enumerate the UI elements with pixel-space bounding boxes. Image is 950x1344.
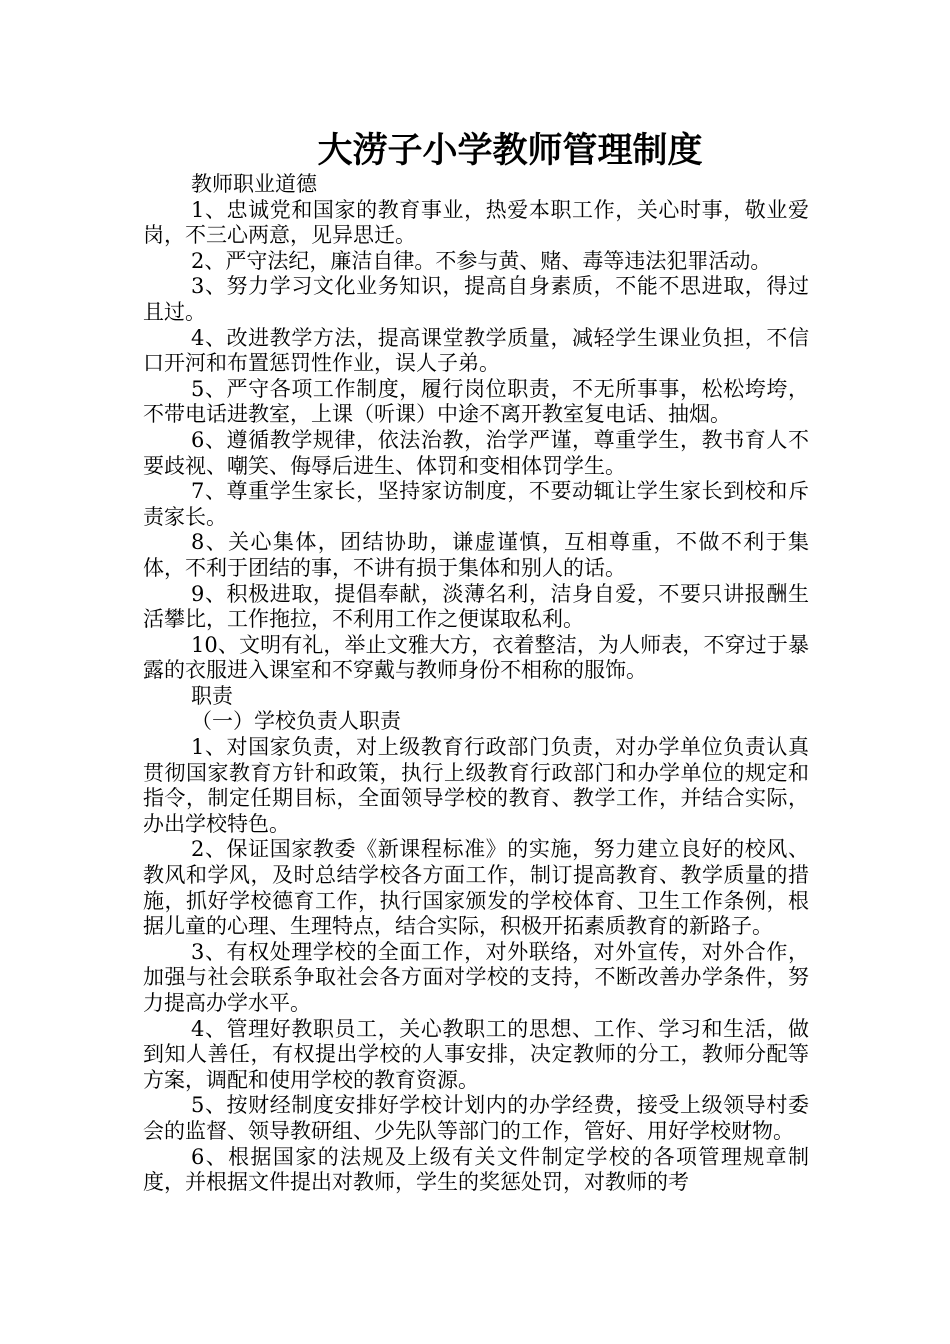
paragraph: 6、遵循教学规律，依法治教，治学严谨，尊重学生，教书育人不要歧视、嘲笑、侮辱后进生、体罚和变相体罚学生。	[143, 427, 809, 478]
paragraph: 2、严守法纪，廉洁自律。不参与黄、赌、毒等违法犯罪活动。	[191, 248, 772, 273]
paragraph: 3、努力学习文化业务知识，提高自身素质，不能不思进取，得过且过。	[143, 274, 809, 324]
paragraph: 4、改进教学方法，提高课堂教学质量，减轻学生课业负担，不信口开河和布置惩罚性作业，误人子弟。	[143, 325, 809, 376]
paragraph: 5、严守各项工作制度，履行岗位职责，不无所事事，松松垮垮，不带电话进教室，上课（听课）中途不离开教室复电话、抽烟。	[143, 376, 809, 427]
paragraph: 职责	[191, 683, 233, 708]
document-body	[143, 172, 809, 1196]
paragraph: 7、尊重学生家长，坚持家访制度，不要动辄让学生家长到校和斥责家长。	[143, 479, 809, 529]
paragraph: 9、积极进取，提倡奉献，淡薄名利，洁身自爱，不要只讲报酬生活攀比，工作拖拉，不利用工作之便谋取私利。	[143, 581, 809, 632]
paragraph: 1、忠诚党和国家的教育事业，热爱本职工作，关心时事，敬业爱岗，不三心两意，见异思迁。	[143, 197, 809, 248]
paragraph: 1、对国家负责，对上级教育行政部门负责，对办学单位负责认真贯彻国家教育方针和政策，执行上级教育行政部门和办学单位的规定和指令，制定任期目标，全面领导学校的教育、教学工作，并结合实际，办出学校特色。	[143, 735, 809, 836]
paragraph: 4、管理好教职员工，关心教职工的思想、工作、学习和生活，做到知人善任，有权提出学校的人事安排，决定教师的分工，教师分配等方案，调配和使用学校的教育资源。	[143, 1016, 809, 1092]
paragraph: 3、有权处理学校的全面工作，对外联络，对外宣传，对外合作，加强与社会联系争取社会各方面对学校的支持，不断改善办学条件，努力提高办学水平。	[143, 939, 809, 1015]
paragraph: 5、按财经制度安排好学校计划内的办学经费，接受上级领导村委会的监督、领导教研组、少先队等部门的工作，管好、用好学校财物。	[143, 1093, 809, 1143]
paragraph: 6、根据国家的法规及上级有关文件制定学校的各项管理规章制度，并根据文件提出对教师，学生的奖惩处罚，对教师的考	[143, 1144, 809, 1195]
paragraph: 2、保证国家教委《新课程标准》的实施，努力建立良好的校风、教风和学风，及时总结学校各方面工作，制订提高教育、教学质量的措施，抓好学校德育工作，执行国家颁发的学校体育、卫生工作条例，根据儿童的心理、生理特点，结合实际，积极开拓素质教育的新路子。	[143, 837, 809, 939]
paragraph: 教师职业道德	[191, 172, 317, 196]
paragraph: 8、关心集体，团结协助，谦虚谨慎，互相尊重，不做不利于集体，不利于团结的事，不讲有损于集体和别人的话。	[143, 530, 809, 580]
paragraph: （一）学校负责人职责	[191, 709, 401, 734]
document-title: 大涝子小学教师管理制度	[317, 130, 703, 171]
paragraph: 10、文明有礼，举止文雅大方，衣着整洁，为人师表，不穿过于暴露的衣服进入课室和不穿戴与教师身份不相称的服饰。	[143, 632, 809, 683]
